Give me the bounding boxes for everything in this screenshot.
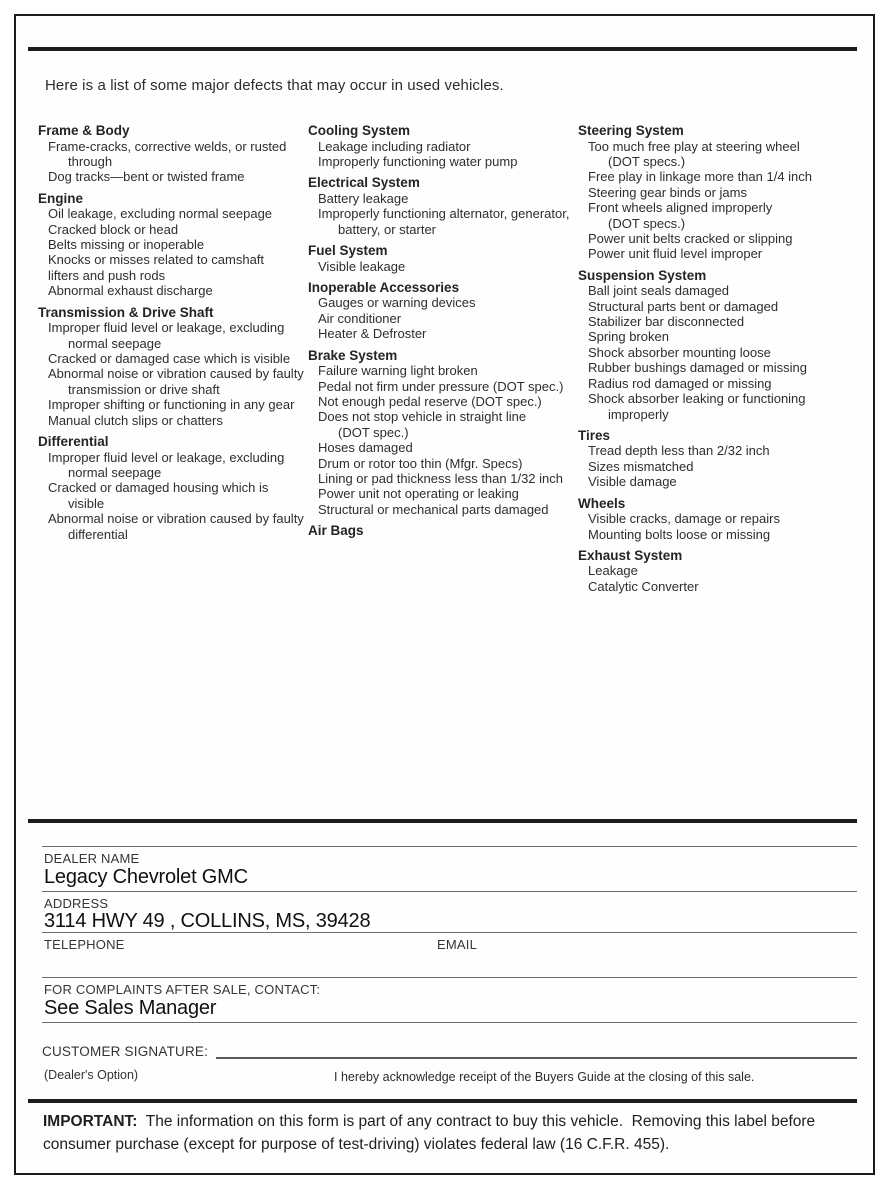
top-divider-rule bbox=[28, 47, 857, 51]
defect-item: Abnormal exhaust discharge bbox=[48, 283, 213, 299]
defect-item-continuation: battery, or starter bbox=[338, 221, 437, 237]
important-label: IMPORTANT: bbox=[43, 1113, 138, 1130]
defect-section-heading: Exhaust System bbox=[578, 547, 683, 563]
address-rule bbox=[42, 891, 857, 892]
defect-item-continuation: visible bbox=[68, 495, 105, 511]
defect-item: Mounting bolts loose or missing bbox=[588, 526, 771, 542]
defect-item: Power unit fluid level improper bbox=[588, 246, 763, 262]
customer-signature-line[interactable] bbox=[216, 1045, 857, 1059]
defect-item: Shock absorber leaking or functioning bbox=[588, 391, 806, 407]
defect-item: Leakage bbox=[588, 563, 638, 579]
defect-item: Radius rod damaged or missing bbox=[588, 375, 772, 391]
complaints-contact-label: FOR COMPLAINTS AFTER SALE, CONTACT: bbox=[44, 982, 321, 997]
defect-item: Catalytic Converter bbox=[588, 578, 699, 594]
defect-item: Structural or mechanical parts damaged bbox=[318, 501, 549, 517]
customer-signature-row bbox=[42, 1044, 857, 1059]
intro-text: Here is a list of some major defects that may occur in used vehicles. bbox=[45, 77, 504, 94]
defect-item: Knocks or misses related to camshaft bbox=[48, 252, 265, 268]
defect-item: Dog tracks—bent or twisted frame bbox=[48, 169, 245, 185]
defect-item: Visible damage bbox=[588, 474, 677, 490]
defect-section-heading: Engine bbox=[38, 190, 84, 206]
defect-item: Cracked or damaged case which is visible bbox=[48, 350, 291, 366]
defect-item: Improper shifting or functioning in any gear bbox=[48, 397, 295, 413]
defect-item: Leakage including radiator bbox=[318, 138, 471, 154]
defects-column-3 bbox=[578, 123, 848, 594]
defect-item: Rubber bushings damaged or missing bbox=[588, 360, 807, 376]
defect-item: Hoses damaged bbox=[318, 440, 413, 456]
defect-section-heading: Steering System bbox=[578, 123, 684, 138]
defect-item: Battery leakage bbox=[318, 190, 409, 206]
defect-item: Power unit belts cracked or slipping bbox=[588, 230, 793, 246]
defect-item: Power unit not operating or leaking bbox=[318, 486, 519, 502]
address-label: ADDRESS bbox=[44, 896, 109, 911]
defect-item: Visible leakage bbox=[318, 258, 406, 274]
important-notice bbox=[43, 1111, 855, 1157]
defect-item-continuation: transmission or drive shaft bbox=[68, 381, 220, 397]
defect-item: Front wheels aligned improperly bbox=[588, 200, 773, 216]
dealers-option-note: (Dealer's Option) bbox=[44, 1068, 139, 1082]
defect-section-heading: Inoperable Accessories bbox=[308, 279, 460, 295]
dealer-name-rule bbox=[42, 846, 857, 847]
defect-item: Air conditioner bbox=[318, 310, 402, 326]
email-label: EMAIL bbox=[437, 937, 478, 952]
buyers-guide-back-page bbox=[14, 14, 875, 1175]
defect-section-heading: Electrical System bbox=[308, 175, 420, 191]
defect-item-continuation: (DOT specs.) bbox=[608, 215, 686, 231]
telephone-label: TELEPHONE bbox=[44, 937, 125, 952]
defect-section-heading: Air Bags bbox=[308, 523, 364, 539]
important-text: The information on this form is part of any contract to buy this vehicle. Removing this label before consumer purchase (except for purpose of test-driving) violates federal law (16 C.F.R. 455). bbox=[43, 1113, 820, 1153]
defect-item-continuation: normal seepage bbox=[68, 464, 162, 480]
defect-item: Stabilizer bar disconnected bbox=[588, 314, 745, 330]
defect-item: Manual clutch slips or chatters bbox=[48, 412, 223, 428]
defect-item: Cracked block or head bbox=[48, 221, 179, 237]
defect-item: Too much free play at steering wheel bbox=[588, 138, 800, 154]
defects-columns bbox=[38, 123, 858, 594]
dealer-name-value: Legacy Chevrolet GMC bbox=[44, 866, 248, 888]
defect-item: Improper fluid level or leakage, excluding bbox=[48, 449, 285, 465]
defect-item: Free play in linkage more than 1/4 inch bbox=[588, 169, 813, 185]
defect-item: Abnormal noise or vibration caused by faulty bbox=[48, 511, 304, 527]
acknowledgment-text: I hereby acknowledge receipt of the Buyers Guide at the closing of this sale. bbox=[334, 1070, 755, 1084]
dealer-name-label: DEALER NAME bbox=[44, 851, 140, 866]
defect-item: Ball joint seals damaged bbox=[588, 283, 729, 299]
defect-item: Heater & Defroster bbox=[318, 326, 427, 342]
defect-item: Spring broken bbox=[588, 329, 669, 345]
defect-section-heading: Fuel System bbox=[308, 243, 388, 259]
defect-item: Drum or rotor too thin (Mfgr. Specs) bbox=[318, 455, 523, 471]
defect-section-heading: Wheels bbox=[578, 495, 626, 511]
defect-item-continuation: normal seepage bbox=[68, 335, 162, 351]
defect-section-heading: Cooling System bbox=[308, 123, 411, 138]
defect-item-continuation: improperly bbox=[608, 406, 669, 422]
defect-section-heading: Suspension System bbox=[578, 267, 707, 283]
defect-item: lifters and push rods bbox=[48, 267, 166, 283]
address-value: 3114 HWY 49 , COLLINS, MS, 39428 bbox=[44, 910, 371, 932]
defect-item-continuation: (DOT specs.) bbox=[608, 153, 686, 169]
customer-signature-label: CUSTOMER SIGNATURE: bbox=[42, 1044, 209, 1059]
defect-item-continuation: through bbox=[68, 153, 113, 169]
dealer-section-divider-rule bbox=[28, 819, 857, 823]
complaints-rule bbox=[42, 977, 857, 978]
defect-item: Improper fluid level or leakage, excluding bbox=[48, 320, 285, 336]
defect-item: Oil leakage, excluding normal seepage bbox=[48, 206, 273, 222]
defect-item: Pedal not firm under pressure (DOT spec.) bbox=[318, 378, 564, 394]
defect-item: Does not stop vehicle in straight line bbox=[318, 409, 527, 425]
complaints-bottom-rule bbox=[42, 1022, 857, 1023]
defect-item: Failure warning light broken bbox=[318, 363, 478, 379]
defect-section-heading: Differential bbox=[38, 434, 109, 449]
defect-item: Frame-cracks, corrective welds, or rusted bbox=[48, 138, 287, 154]
defect-item: Improperly functioning water pump bbox=[318, 153, 518, 169]
defect-item: Shock absorber mounting loose bbox=[588, 344, 771, 360]
defect-section-heading: Frame & Body bbox=[38, 123, 130, 138]
defect-item: Sizes mismatched bbox=[588, 458, 694, 474]
defect-section-heading: Brake System bbox=[308, 347, 398, 363]
defect-item: Improperly functioning alternator, generator, bbox=[318, 206, 570, 222]
complaints-contact-value: See Sales Manager bbox=[44, 997, 217, 1019]
defect-section-heading: Transmission & Drive Shaft bbox=[38, 304, 214, 320]
defects-column-2 bbox=[308, 123, 578, 594]
important-divider-rule bbox=[28, 1099, 857, 1103]
defect-item: Not enough pedal reserve (DOT spec.) bbox=[318, 393, 542, 409]
defect-item: Abnormal noise or vibration caused by faulty bbox=[48, 366, 304, 382]
defects-column-1 bbox=[38, 123, 308, 594]
defect-item: Belts missing or inoperable bbox=[48, 237, 205, 253]
defect-item: Steering gear binds or jams bbox=[588, 184, 747, 200]
defect-item: Tread depth less than 2/32 inch bbox=[588, 443, 770, 459]
defect-item: Gauges or warning devices bbox=[318, 295, 476, 311]
defect-item: Structural parts bent or damaged bbox=[588, 298, 779, 314]
telephone-email-rule bbox=[42, 932, 857, 933]
defect-section-heading: Tires bbox=[578, 427, 611, 443]
defect-item: Cracked or damaged housing which is bbox=[48, 480, 269, 496]
defect-item-continuation: (DOT spec.) bbox=[338, 424, 409, 440]
defect-item: Visible cracks, damage or repairs bbox=[588, 511, 780, 527]
defect-item: Lining or pad thickness less than 1/32 inch bbox=[318, 471, 563, 486]
defect-item-continuation: differential bbox=[68, 526, 128, 542]
